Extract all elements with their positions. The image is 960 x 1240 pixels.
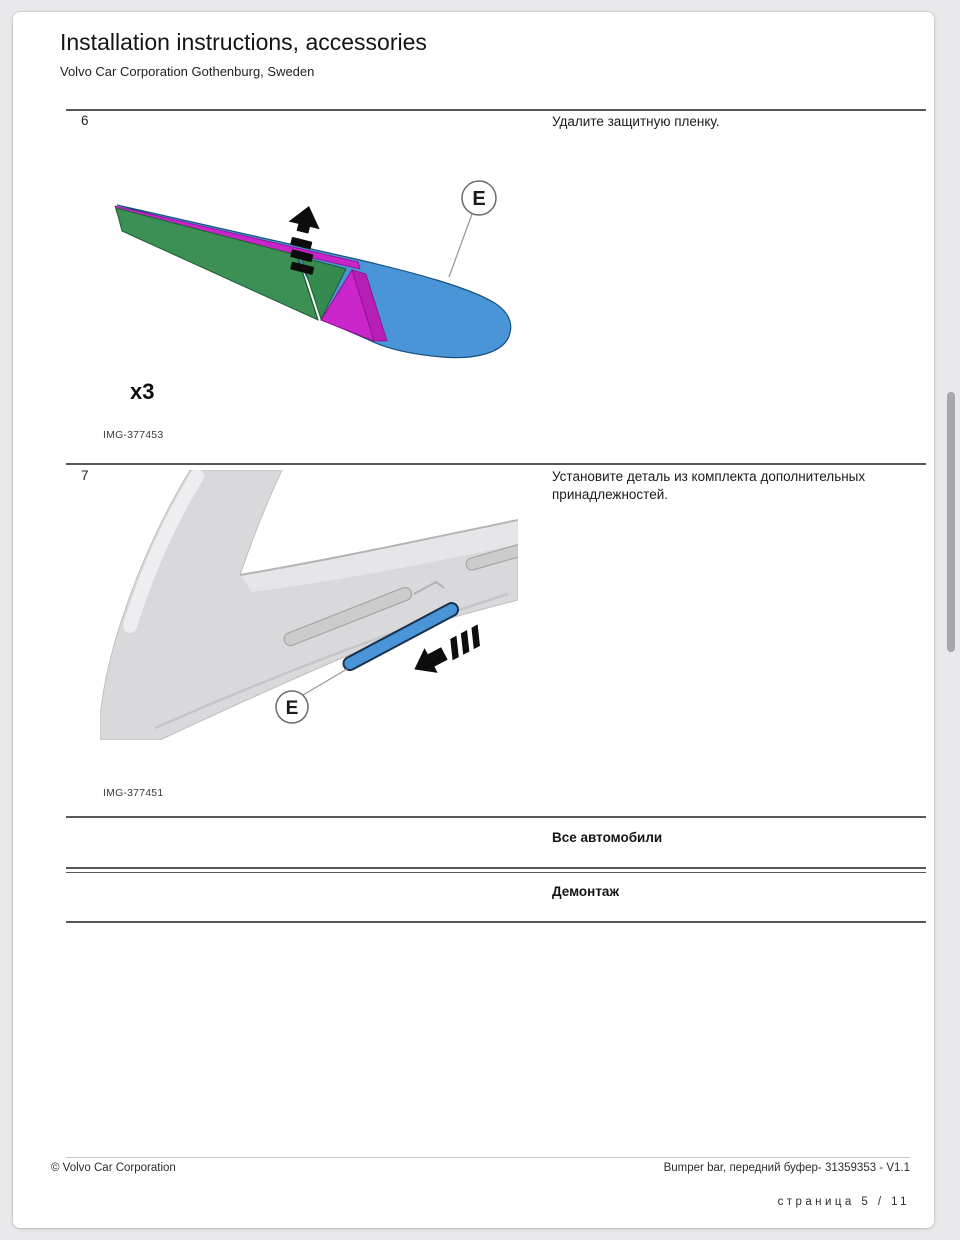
section-divider: [66, 463, 926, 465]
figure-bumper-install: [100, 470, 518, 740]
step-number: 6: [81, 113, 89, 128]
section-divider: [66, 872, 926, 874]
section-heading-all-vehicles: Все автомобили: [552, 830, 663, 845]
section-divider: [66, 109, 926, 111]
step-instruction: Установите деталь из комплекта дополнительных принадлежностей.: [552, 469, 866, 502]
step-instruction: Удалите защитную пленку.: [552, 114, 720, 129]
section-divider: [66, 867, 926, 869]
section-divider: [66, 921, 926, 923]
callout-label: E: [285, 698, 299, 719]
footer-document-ref: Bumper bar, передний буфер- 31359353 - V1.1: [663, 1162, 910, 1174]
figure-protective-film: [95, 163, 535, 423]
callout-leader-line: [303, 669, 347, 695]
page-title: Installation instructions, accessories: [60, 29, 427, 55]
callout-leader-line: [449, 214, 472, 277]
callout-label: E: [472, 188, 486, 210]
quantity-label: x3: [130, 379, 155, 404]
footer-copyright: © Volvo Car Corporation: [51, 1162, 176, 1174]
vertical-scrollbar-thumb[interactable]: [947, 392, 955, 652]
section-heading-removal: Демонтаж: [552, 884, 620, 899]
figure-caption: IMG-377451: [103, 787, 164, 799]
section-divider: [66, 816, 926, 818]
footer-page-indicator: страница 5 / 11: [777, 1196, 910, 1208]
figure-caption: IMG-377453: [103, 429, 164, 441]
protective-film-green: [116, 208, 318, 320]
footer-divider: [66, 1157, 910, 1158]
page-subtitle: Volvo Car Corporation Gothenburg, Sweden: [60, 64, 315, 79]
step-number: 7: [81, 468, 89, 483]
